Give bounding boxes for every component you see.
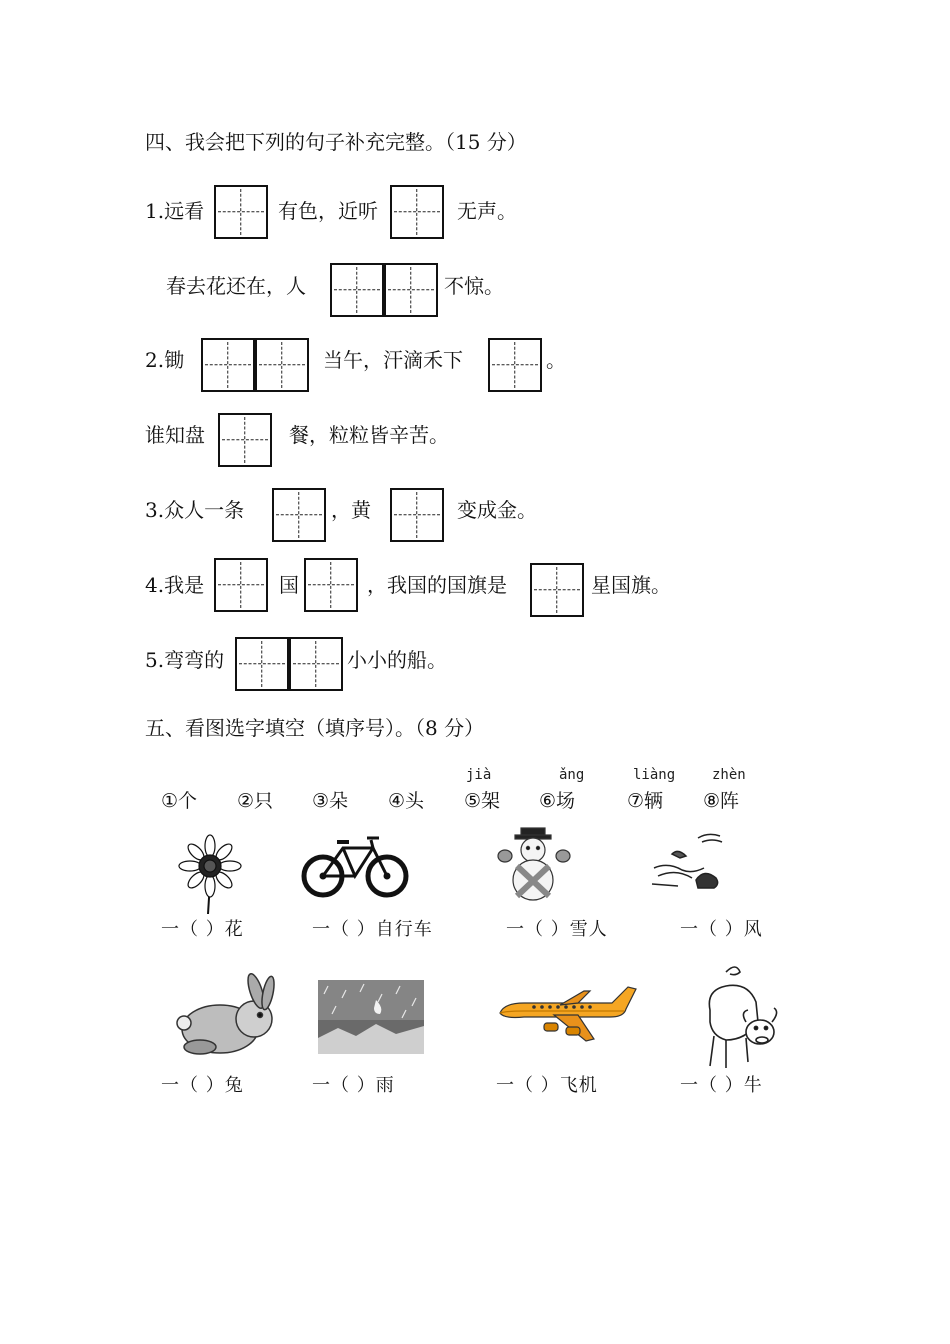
line1-text-c: 无声。 — [457, 199, 517, 223]
wind-icon — [648, 828, 728, 892]
pinyin-liang: liàng — [633, 767, 676, 783]
line6-text-a: 4.我是 — [145, 573, 205, 597]
line7-text-a: 5.弯弯的 — [145, 648, 225, 672]
line4-text-a: 谁知盘 — [145, 423, 205, 447]
line6-text-d: 星国旗。 — [591, 573, 671, 597]
answer-box[interactable] — [218, 413, 272, 467]
answer-box[interactable] — [530, 563, 584, 617]
answer-box[interactable] — [390, 185, 444, 239]
option-1: ①个 — [161, 790, 198, 812]
answer-box[interactable] — [255, 338, 309, 392]
fill-sunflower: 一（ ）花 — [161, 919, 244, 940]
option-8: ⑧阵 — [703, 790, 740, 812]
option-3: ③朵 — [312, 790, 349, 812]
airplane-icon — [494, 985, 638, 1045]
answer-box[interactable] — [390, 488, 444, 542]
pinyin-chang: ǎng — [559, 767, 585, 783]
option-6: ⑥场 — [539, 790, 576, 812]
fill-snowman: 一（ ）雪人 — [506, 919, 608, 940]
option-2: ②只 — [237, 790, 274, 812]
line7-text-b: 小小的船。 — [347, 648, 447, 672]
answer-box[interactable] — [384, 263, 438, 317]
line3-text-a: 2.锄 — [145, 348, 185, 372]
bicycle-icon — [301, 832, 409, 900]
fill-ox: 一（ ）牛 — [680, 1075, 763, 1096]
answer-box[interactable] — [214, 185, 268, 239]
line5-text-b: ，黄 — [331, 498, 371, 522]
line3-text-c: 。 — [546, 348, 566, 372]
line6-text-c: ，我国的国旗是 — [367, 573, 507, 597]
section5-title: 五、看图选字填空（填序号）。（8 分） — [145, 716, 485, 740]
fill-airplane: 一（ ）飞机 — [496, 1075, 598, 1096]
pinyin-zhen: zhèn — [712, 767, 746, 783]
section4-title: 四、我会把下列的句子补充完整。（15 分） — [145, 130, 527, 154]
fill-rain: 一（ ）雨 — [312, 1075, 395, 1096]
fill-wind: 一（ ）风 — [680, 919, 763, 940]
line5-text-c: 变成金。 — [457, 498, 537, 522]
option-4: ④头 — [388, 790, 425, 812]
answer-box[interactable] — [272, 488, 326, 542]
line2-text-b: 不惊。 — [444, 274, 504, 298]
answer-box[interactable] — [304, 558, 358, 612]
line1-text-a: 1.远看 — [145, 199, 205, 223]
rabbit-icon — [176, 975, 282, 1057]
answer-box[interactable] — [235, 637, 289, 691]
rain-icon — [318, 980, 424, 1054]
answer-box[interactable] — [330, 263, 384, 317]
line2-text-a: 春去花还在，人 — [166, 274, 306, 298]
answer-box[interactable] — [214, 558, 268, 612]
line3-text-b: 当午，汗滴禾下 — [323, 348, 463, 372]
answer-box[interactable] — [201, 338, 255, 392]
line4-text-b: 餐，粒粒皆辛苦。 — [289, 423, 449, 447]
option-7: ⑦辆 — [627, 790, 664, 812]
fill-bicycle: 一（ ）自行车 — [312, 919, 433, 940]
sunflower-icon — [176, 834, 246, 914]
line1-text-b: 有色，近听 — [278, 199, 378, 223]
line6-text-b: 国 — [279, 573, 299, 597]
option-5: ⑤架 — [464, 790, 501, 812]
answer-box[interactable] — [289, 637, 343, 691]
snowman-icon — [497, 826, 573, 902]
ox-icon — [696, 962, 780, 1072]
answer-box[interactable] — [488, 338, 542, 392]
fill-rabbit: 一（ ）兔 — [161, 1075, 244, 1096]
line5-text-a: 3.众人一条 — [145, 498, 245, 522]
pinyin-jia: jià — [466, 767, 492, 783]
